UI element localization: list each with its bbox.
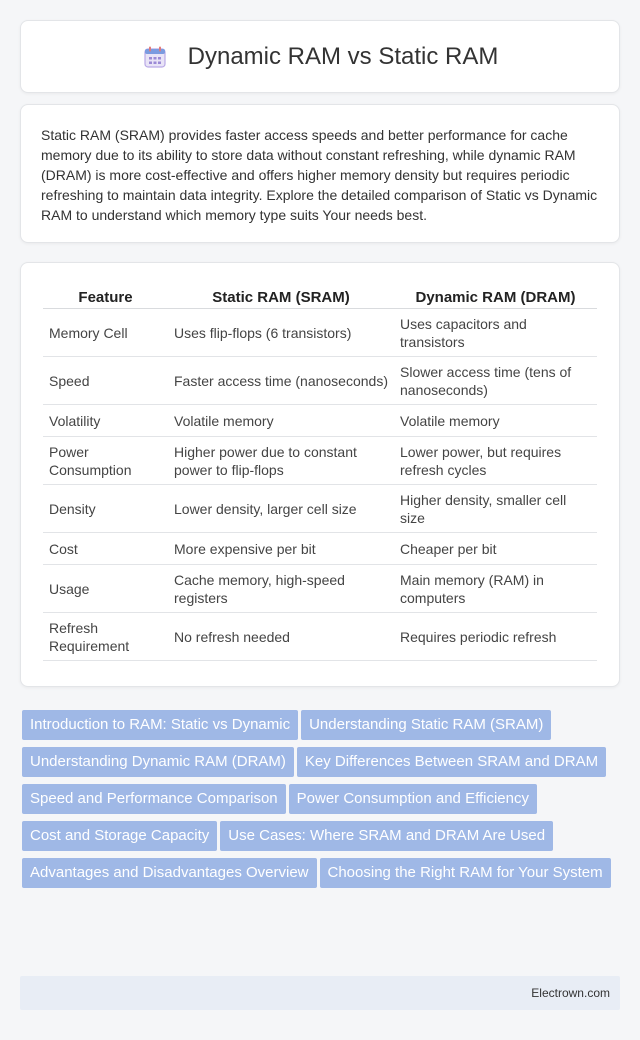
table-cell: Uses flip-flops (6 transistors) xyxy=(168,309,394,357)
table-row xyxy=(43,405,597,437)
comparison-table xyxy=(43,283,597,661)
comparison-table-card xyxy=(20,262,620,687)
table-row xyxy=(43,309,597,357)
topic-tag-link[interactable]: Power Consumption and Efficiency xyxy=(289,784,537,814)
table-row xyxy=(43,357,597,405)
topic-tag-link[interactable]: Use Cases: Where SRAM and DRAM Are Used xyxy=(220,821,553,851)
table-cell: Density xyxy=(43,485,168,533)
table-cell: Volatile memory xyxy=(394,405,597,437)
table-row xyxy=(43,437,597,485)
table-cell: Volatile memory xyxy=(168,405,394,437)
topic-tag-link[interactable]: Advantages and Disadvantages Overview xyxy=(22,858,317,888)
topic-tag-link[interactable]: Understanding Dynamic RAM (DRAM) xyxy=(22,747,294,777)
table-cell: Power Consumption xyxy=(43,437,168,485)
intro-text: Static RAM (SRAM) provides faster access speeds and better performance for cache memory due to its ability to store data without constant refreshing, while dynamic RAM (DRAM) is more cost-effective and offers higher memory density but requires periodic refreshing to maintain data integrity. Explore the detailed comparison of Static vs Dynamic RAM to understand which memory type suits Your needs best. xyxy=(41,127,598,223)
table-cell: Usage xyxy=(43,565,168,613)
table-row xyxy=(43,613,597,661)
table-cell: Higher power due to constant power to flip-flops xyxy=(168,437,394,485)
topic-tag-link[interactable]: Understanding Static RAM (SRAM) xyxy=(301,710,551,740)
header-card xyxy=(20,20,620,93)
table-cell: Slower access time (tens of nanoseconds) xyxy=(394,357,597,405)
table-header: Feature xyxy=(43,283,168,309)
page-title: Dynamic RAM vs Static RAM xyxy=(187,42,499,70)
table-cell: Memory Cell xyxy=(43,309,168,357)
topic-tag-link[interactable]: Introduction to RAM: Static vs Dynamic xyxy=(22,710,298,740)
topic-tag-link[interactable]: Choosing the Right RAM for Your System xyxy=(320,858,611,888)
table-row xyxy=(43,565,597,613)
table-cell: Cheaper per bit xyxy=(394,533,597,565)
table-cell: Volatility xyxy=(43,405,168,437)
topic-tag-link[interactable]: Key Differences Between SRAM and DRAM xyxy=(297,747,606,777)
topic-tag-link[interactable]: Cost and Storage Capacity xyxy=(22,821,217,851)
footer-site: Electrown.com xyxy=(531,986,610,1000)
calendar-icon xyxy=(142,44,168,70)
table-cell: Cache memory, high-speed registers xyxy=(168,565,394,613)
footer xyxy=(20,976,620,1010)
table-cell: Main memory (RAM) in computers xyxy=(394,565,597,613)
table-header: Static RAM (SRAM) xyxy=(168,283,394,309)
table-cell: Speed xyxy=(43,357,168,405)
table-cell: Higher density, smaller cell size xyxy=(394,485,597,533)
topic-tags xyxy=(22,710,618,895)
table-cell: Lower power, but requires refresh cycles xyxy=(394,437,597,485)
table-cell: Cost xyxy=(43,533,168,565)
topic-tag-link[interactable]: Speed and Performance Comparison xyxy=(22,784,286,814)
table-cell: Requires periodic refresh xyxy=(394,613,597,661)
table-cell: Uses capacitors and transistors xyxy=(394,309,597,357)
intro-card xyxy=(20,104,620,243)
table-cell: Lower density, larger cell size xyxy=(168,485,394,533)
table-header: Dynamic RAM (DRAM) xyxy=(394,283,597,309)
table-cell: Refresh Requirement xyxy=(43,613,168,661)
table-row xyxy=(43,533,597,565)
table-row xyxy=(43,485,597,533)
table-header-row xyxy=(43,283,597,309)
table-cell: More expensive per bit xyxy=(168,533,394,565)
table-cell: No refresh needed xyxy=(168,613,394,661)
table-cell: Faster access time (nanoseconds) xyxy=(168,357,394,405)
